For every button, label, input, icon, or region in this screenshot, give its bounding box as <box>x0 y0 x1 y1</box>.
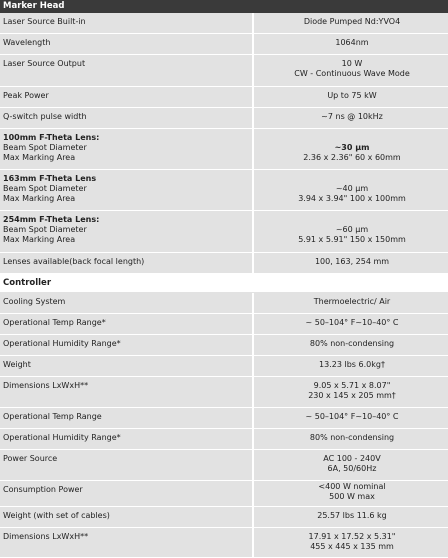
controller-section-header: Controller <box>0 274 448 293</box>
spec-row-dimensions-2 <box>0 528 448 558</box>
spec-label: Dimensions LxWxH** <box>0 377 254 407</box>
spec-value-line: 6A, 50/60Hz <box>327 464 377 473</box>
spec-label-line: Beam Spot Diameter <box>3 143 87 152</box>
marker-head-header: Marker Head <box>0 0 448 13</box>
spec-value-line: 10 W <box>341 59 363 68</box>
spec-value <box>256 129 448 169</box>
spec-label: Weight <box>0 356 254 376</box>
spec-label-line: Max Marking Area <box>3 153 76 162</box>
spec-value <box>256 55 448 86</box>
spec-value-line: CW - Continuous Wave Mode <box>294 69 410 78</box>
spec-row-lenses-available <box>0 253 448 274</box>
spec-row-lens-100 <box>0 129 448 170</box>
spec-label: Cooling System <box>0 293 254 313</box>
spec-row-weight-cables <box>0 507 448 528</box>
spec-label-line: Max Marking Area <box>3 235 76 244</box>
spec-value-line: 3.94 x 3.94" 100 x 100mm <box>298 194 406 203</box>
spec-row-dimensions <box>0 377 448 408</box>
spec-row-lens-254 <box>0 211 448 253</box>
spec-label <box>0 211 254 252</box>
spec-label: Operational Temp Range* <box>0 314 254 334</box>
lens-title: 163mm F-Theta Lens <box>3 174 97 183</box>
spec-row-cooling <box>0 293 448 314</box>
spec-row-lens-163 <box>0 170 448 211</box>
spec-label-line: Beam Spot Diameter <box>3 225 87 234</box>
spec-label: Operational Humidity Range* <box>0 429 254 449</box>
lens-title: 100mm F-Theta Lens: <box>3 133 100 142</box>
lens-title: 254mm F-Theta Lens: <box>3 215 100 224</box>
spec-value: 80% non-condensing <box>309 433 395 442</box>
spec-value-line: 230 x 145 x 205 mm† <box>308 391 396 400</box>
spec-label: Power Source <box>0 450 254 480</box>
spec-row-op-humidity-2 <box>0 429 448 450</box>
spec-label: Consumption Power <box>0 481 254 506</box>
spec-value: ~7 ns @ 10kHz <box>321 112 383 121</box>
spec-value-line: ~60 μm <box>335 225 369 234</box>
spec-row-qswitch <box>0 108 448 129</box>
spec-value-line: 455 x 445 x 135 mm <box>310 542 394 551</box>
spec-value: Thermoelectric/ Air <box>313 297 391 306</box>
spec-row-consumption <box>0 481 448 507</box>
spec-value-line: 5.91 x 5.91" 150 x 150mm <box>298 235 406 244</box>
spec-row-laser-source <box>0 13 448 34</box>
spec-value-line: ~30 μm <box>334 143 370 152</box>
spec-value-line: ~40 μm <box>335 184 369 193</box>
spec-label: Weight (with set of cables) <box>0 507 254 527</box>
spec-value-line: AC 100 - 240V <box>323 454 381 463</box>
spec-label <box>0 170 254 210</box>
spec-value <box>256 481 448 506</box>
spec-value-line: <400 W nominal <box>318 482 386 491</box>
spec-value: ~ 50–104° F~10–40° C <box>305 412 399 421</box>
spec-value-line: 17.91 x 17.52 x 5.31" <box>308 532 396 541</box>
spec-value: 25.57 lbs 11.6 kg <box>317 511 387 520</box>
spec-value-line: 2.36 x 2.36" 60 x 60mm <box>303 153 401 162</box>
spec-label: Q-switch pulse width <box>0 108 254 128</box>
spec-value <box>256 170 448 210</box>
spec-label: Operational Temp Range <box>0 408 254 428</box>
spec-row-op-temp <box>0 314 448 335</box>
spec-value <box>256 528 448 557</box>
spec-value <box>256 450 448 480</box>
spec-label-line: Max Marking Area <box>3 194 76 203</box>
spec-label: Laser Source Output <box>0 55 254 86</box>
spec-label: Operational Humidity Range* <box>0 335 254 355</box>
spec-value: 100, 163, 254 mm <box>314 257 390 266</box>
spec-label: Dimensions LxWxH** <box>0 528 254 557</box>
spec-value: ~ 50–104° F~10–40° C <box>305 318 399 327</box>
spec-row-peak-power <box>0 87 448 108</box>
spec-row-weight <box>0 356 448 377</box>
spec-value-line: 9.05 x 5.71 x 8.07" <box>313 381 391 390</box>
spec-label: Laser Source Built-in <box>0 13 254 33</box>
spec-label-line: Beam Spot Diameter <box>3 184 87 193</box>
spec-value: Up to 75 kW <box>327 91 377 100</box>
spec-label: Lenses available(back focal length) <box>0 253 254 273</box>
spec-label: Peak Power <box>0 87 254 107</box>
spec-label <box>0 129 254 169</box>
spec-value <box>256 211 448 252</box>
spec-label: Wavelength <box>0 34 254 54</box>
spec-row-op-temp-2 <box>0 408 448 429</box>
spec-row-laser-output <box>0 55 448 87</box>
spec-value <box>256 377 448 407</box>
spec-value-line: 500 W max <box>329 492 375 501</box>
spec-row-power-source <box>0 450 448 481</box>
spec-value: 80% non-condensing <box>309 339 395 348</box>
spec-row-wavelength <box>0 34 448 55</box>
spec-row-op-humidity <box>0 335 448 356</box>
spec-value: 1064nm <box>335 38 369 47</box>
spec-value: 13.23 lbs 6.0kg† <box>319 360 385 369</box>
spec-value: Diode Pumped Nd:YVO4 <box>303 17 401 26</box>
